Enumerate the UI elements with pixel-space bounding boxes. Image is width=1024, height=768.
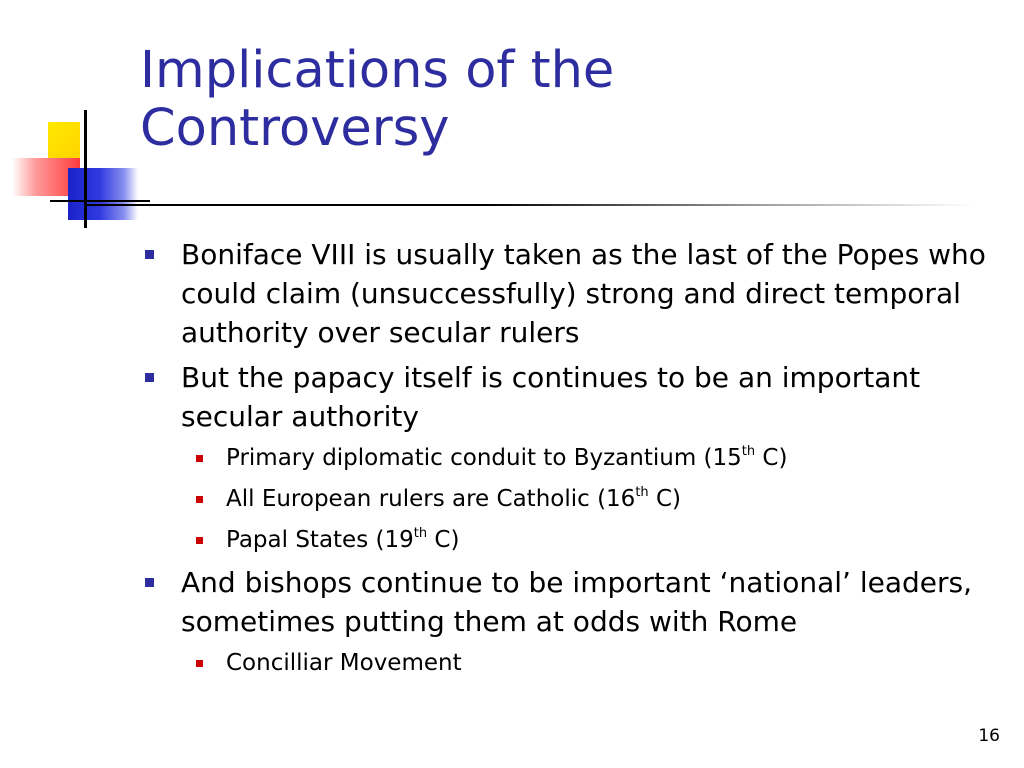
slide-title-line-1: Implications of the <box>140 41 615 100</box>
slide-body <box>140 235 1010 688</box>
sub-bullet-concilliar <box>140 647 1010 679</box>
square-bullet-icon <box>196 660 203 667</box>
logo-horizontal-line <box>50 200 150 202</box>
sub-bullet-catholic-rulers <box>140 483 1010 515</box>
ordinal-suffix: th <box>741 444 756 459</box>
logo-blue-square <box>68 168 138 220</box>
slide-page-number: 16 <box>978 726 1000 746</box>
sub-bullet-text-end: C) <box>427 527 460 553</box>
square-bullet-icon <box>145 373 154 382</box>
slide-logo-graphic <box>0 100 150 230</box>
sub-bullet-papal-states <box>140 524 1010 556</box>
ordinal-suffix: th <box>635 485 649 500</box>
bullet-bishops <box>140 563 1010 641</box>
square-bullet-icon <box>196 496 203 503</box>
title-divider <box>86 204 974 206</box>
logo-vertical-line <box>84 110 87 228</box>
sub-bullet-text-end: C) <box>755 445 788 471</box>
bullet-text: And bishops continue to be important ‘national’ leaders, sometimes putting them at odds with Rome <box>181 566 972 638</box>
sub-bullet-text-end: C) <box>648 486 682 512</box>
ordinal-suffix: th <box>413 526 428 541</box>
sub-bullet-text: Primary diplomatic conduit to Byzantium (15 <box>226 445 742 471</box>
slide-title <box>140 42 1000 158</box>
slide-title-line-2: Controversy <box>140 99 450 158</box>
bullet-papacy <box>140 358 1010 436</box>
square-bullet-icon <box>196 537 203 544</box>
square-bullet-icon <box>145 578 154 587</box>
bullet-boniface <box>140 235 1010 352</box>
sub-bullet-text: All European rulers are Catholic (16 <box>226 486 636 512</box>
bullet-text: Boniface VIII is usually taken as the last of the Popes who could claim (unsuccessfully) strong and direct temporal authority over secular rulers <box>181 238 986 349</box>
bullet-text: But the papacy itself is continues to be an important secular authority <box>181 361 921 433</box>
sub-bullet-text: Papal States (19 <box>226 527 414 553</box>
square-bullet-icon <box>145 250 154 259</box>
sub-bullet-text: Concilliar Movement <box>226 650 462 676</box>
sub-bullet-byzantium <box>140 442 1010 474</box>
square-bullet-icon <box>196 455 203 462</box>
